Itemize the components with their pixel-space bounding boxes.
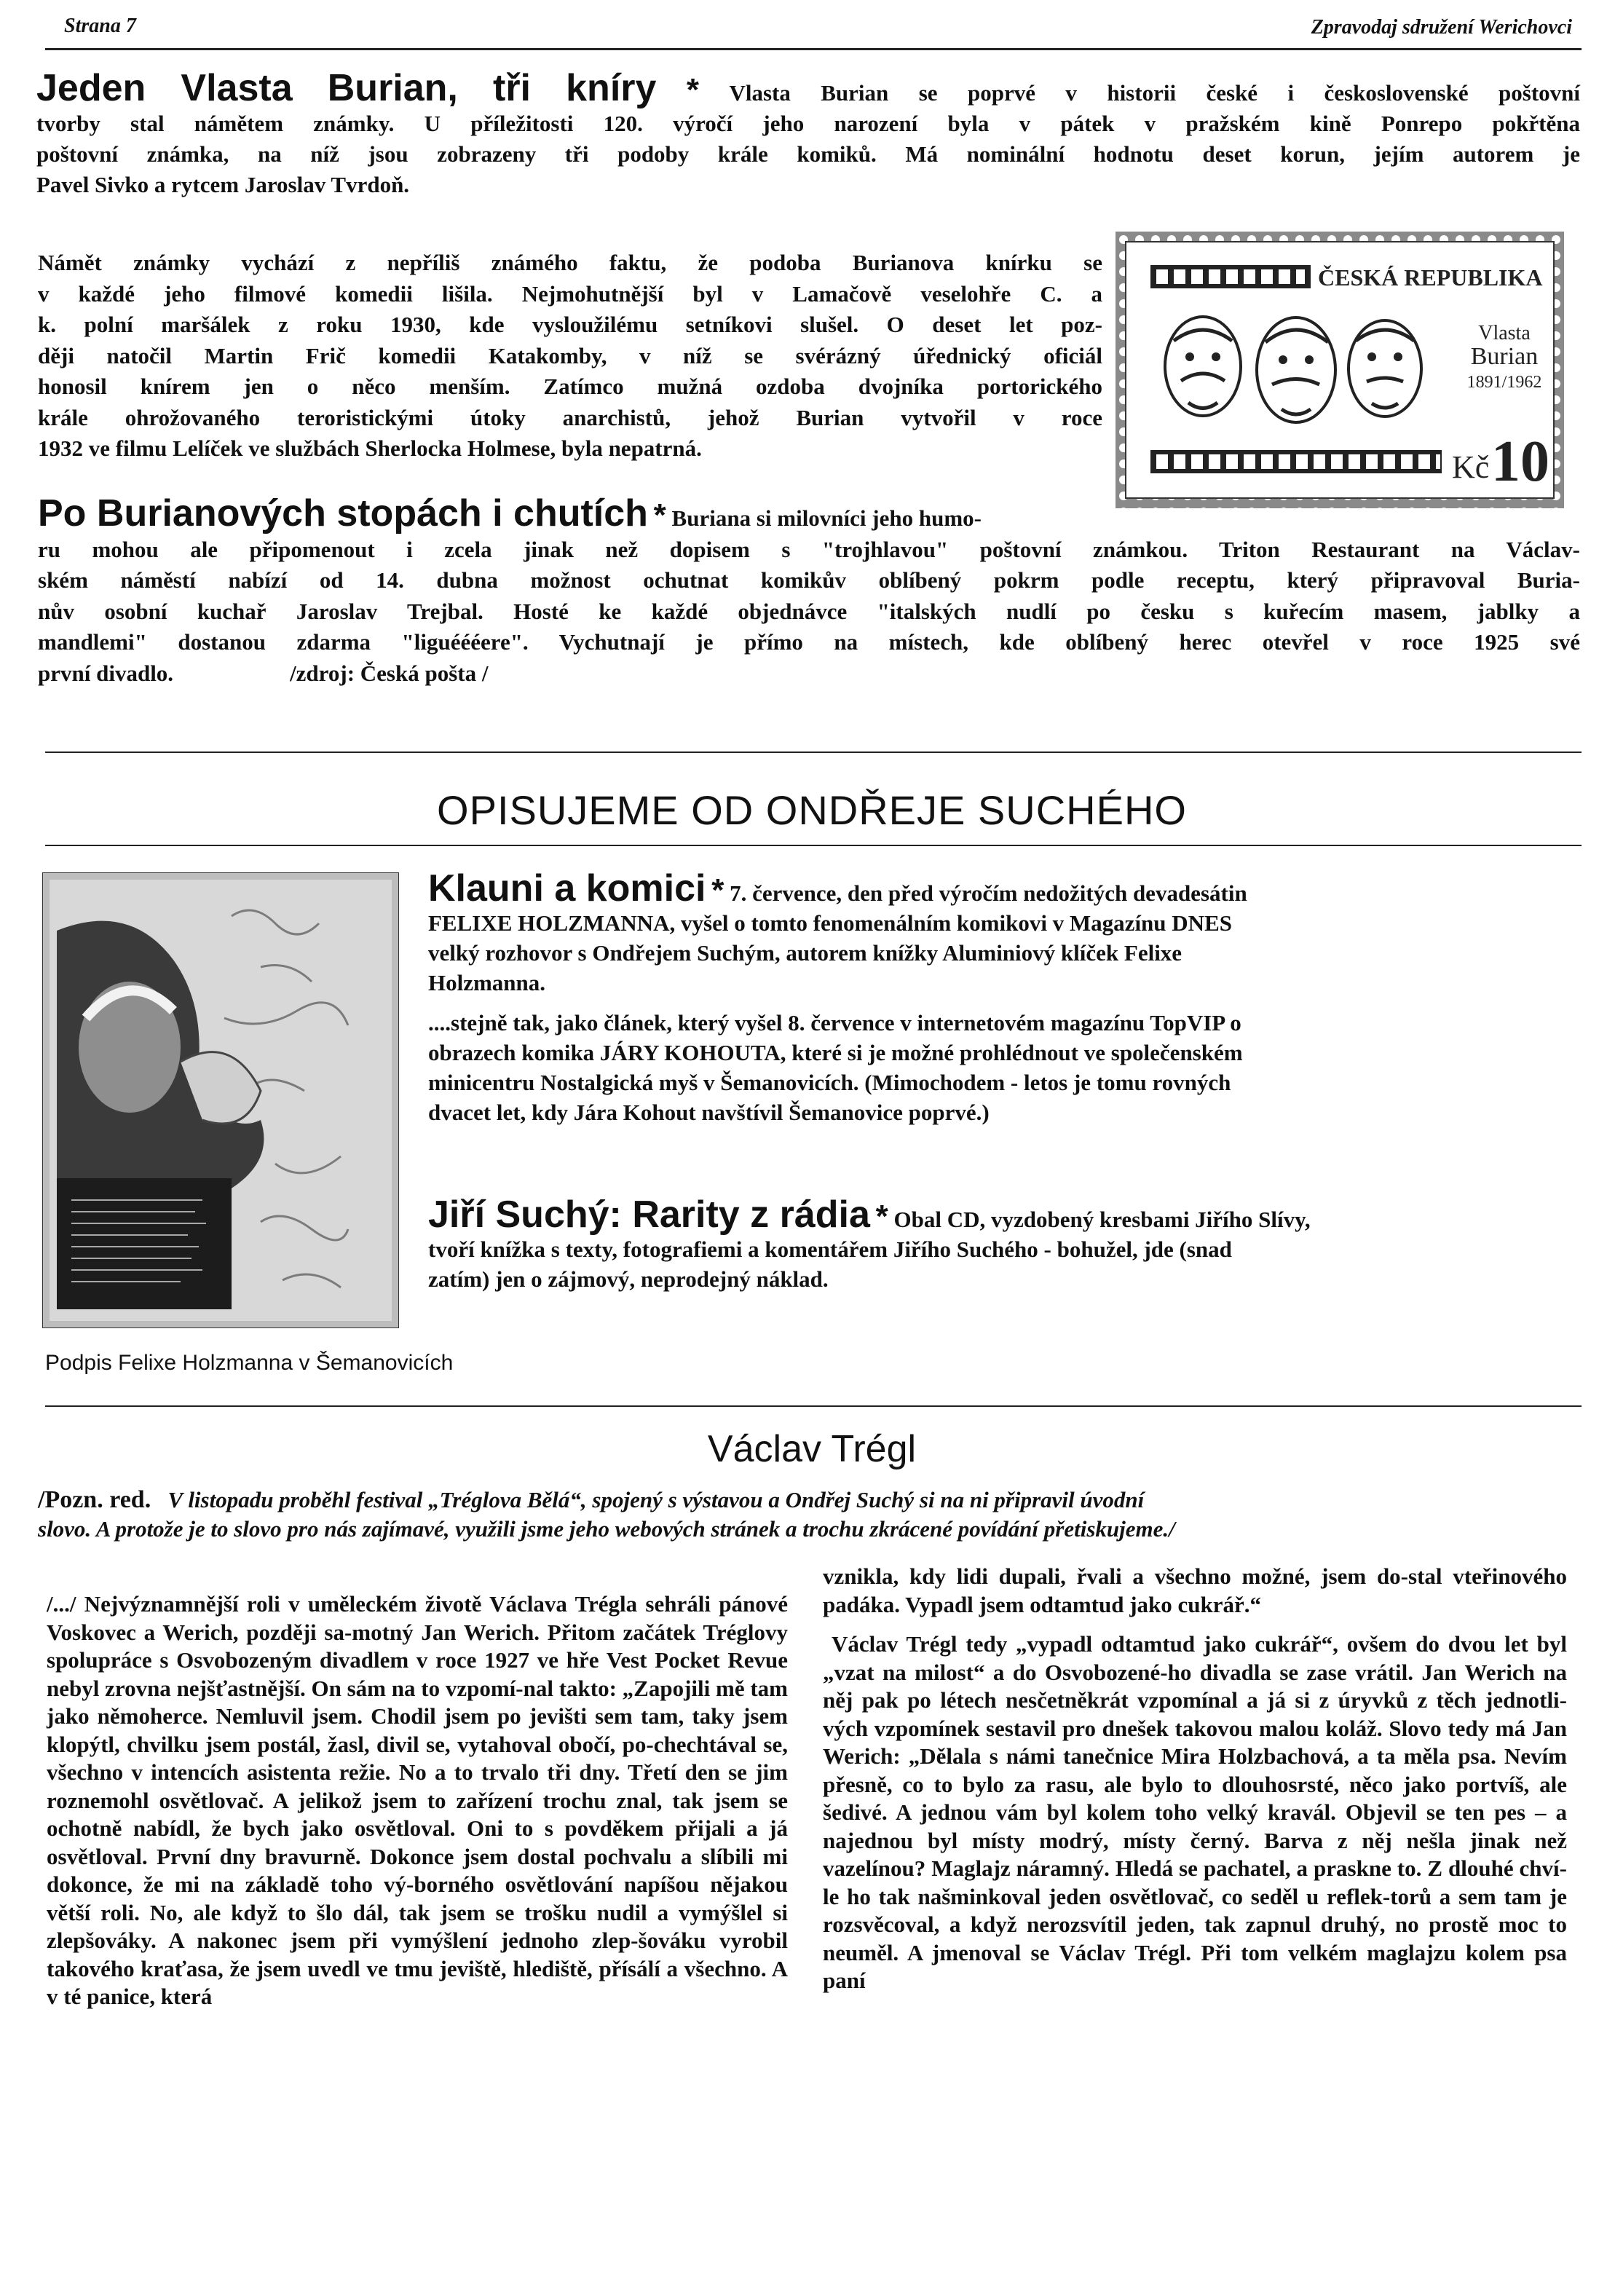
klauni-para2-line: obrazech komika JÁRY KOHOUTA, které si je možné prohlédnout ve společenském xyxy=(428,1040,1243,1065)
klauni-article xyxy=(428,867,1520,1127)
editor-note-line: slovo. A protože je to slovo pro nás zajímavé, využili jsme jeho webových stránek a trochu zkrácené povídání přetiskujeme./ xyxy=(38,1516,1175,1542)
stamp-currency: Kč xyxy=(1452,449,1490,485)
klauni-para2-line: dvacet let, kdy Jára Kohout navštívil Šemanovice poprvé.) xyxy=(428,1100,990,1125)
editor-note-prefix: /Pozn. red. xyxy=(38,1486,151,1513)
klauni-line: velký rozhovor s Ondřejem Suchým, autorem knížky Aluminiový klíček Felixe xyxy=(428,940,1182,966)
stopy-line: první divadlo. xyxy=(38,660,174,686)
stamp-name-last: Burian xyxy=(1470,343,1539,370)
stopy-line: nův osobní kuchař Jaroslav Trejbal. Hosté ke každé objednávce "italských nudlí po česku s kuřecím masem, jablky a xyxy=(38,598,1580,624)
rarity-article xyxy=(428,1194,1520,1294)
klauni-para2-line: ....stejně tak, jako článek, který vyšel 8. července v internetovém magazínu TopVIP o xyxy=(428,1010,1241,1035)
burian-intro-line: tvorby stal námětem známky. U příležitosti 120. výročí jeho narození byla v pátek v pražském kině Ponrepo pokřtěna xyxy=(36,111,1580,136)
stamp-country: ČESKÁ REPUBLIKA xyxy=(1318,264,1543,291)
stopy-article xyxy=(38,492,1580,689)
burian-body-line: 1932 ve filmu Lelíček ve službách Sherlocka Holmese, byla nepatrná. xyxy=(38,435,702,461)
page-number: Strana 7 xyxy=(64,15,136,37)
burian-stamp-image xyxy=(1116,232,1564,508)
section-rule xyxy=(45,1405,1582,1407)
photo-caption: Podpis Felixe Holzmanna v Šemanovicích xyxy=(45,1351,454,1375)
tregl-right-paragraph-1: vznikla, kdy lidi dupali, řvali a všechno možné, jsem do-stal vteřinového padáka. Vypadl jsem odtamtud jako cukrář.“ xyxy=(823,1563,1567,1617)
section-rule xyxy=(45,845,1582,846)
suchy-section-heading: OPISUJEME OD ONDŘEJE SUCHÉHO xyxy=(437,787,1187,833)
burian-intro-line: Vlasta Burian se poprvé v historii české i československé poštovní xyxy=(729,80,1581,106)
stopy-title: Po Burianových stopách i chutích xyxy=(38,492,648,534)
editor-note xyxy=(38,1486,1582,1544)
stamp-name-first: Vlasta xyxy=(1478,322,1531,344)
burian-title: Jeden Vlasta Burian, tři kníry xyxy=(36,67,657,109)
stopy-line: mandlemi" dostanou zdarma "liguéééere". Vychutnají je přímo na místech, kde oblíbený herec otevřel v roce 1925 své xyxy=(38,629,1580,655)
rarity-star: * xyxy=(875,1199,888,1234)
burian-body-line: v každé jeho filmové komedii lišila. Nejmohutnější byl v Lamačově veselohře C. a xyxy=(38,280,1102,307)
burian-intro-line: Pavel Sivko a rytcem Jaroslav Tvrdoň. xyxy=(36,172,410,197)
header-rule xyxy=(45,48,1582,50)
burian-body-line: ději natočil Martin Frič komedii Katakomby, v níž se svérázný úřednický oficiál xyxy=(38,342,1102,368)
burian-body-line: k. polní maršálek z roku 1930, kde vysloužilému setníkovi slušel. O deset let poz- xyxy=(38,312,1102,337)
holzmann-photo xyxy=(42,872,399,1328)
klauni-para2-line: minicentru Nostalgická myš v Šemanovicích. (Mimochodem - letos je tomu rovných xyxy=(428,1070,1231,1095)
burian-body xyxy=(38,248,1102,465)
tregl-right-column xyxy=(823,1563,1567,1995)
stamp-value: 10 xyxy=(1491,430,1549,494)
stopy-line: ru mohou ale připomenout i zcela jinak než dopisem s "trojhlavou" poštovní známkou. Triton Restaurant na Václav- xyxy=(38,536,1580,562)
burian-intro-line: poštovní známka, na níž jsou zobrazeny tři podoby krále komiků. Má nominální hodnotu deset korun, jejím autorem je xyxy=(36,141,1580,167)
burian-article xyxy=(36,67,1581,200)
rarity-line: zatím) jen o zájmový, neprodejný náklad. xyxy=(428,1266,829,1292)
tregl-left-paragraph: /.../ Nejvýznamnější roli v uměleckém životě Václava Trégla sehráli pánové Voskovec a Werich, později sa-motný Jan Werich. Přitom začátek Tréglovy spolupráce s Osvobozeným divadlem v roce 1927 ve hře Vest Pocket Revue nebyl zrovna nejšťastnější. On sám na to vzpomí-nal takto: „Zapojili mě tam jako němoherce. Nemluvil jsem. Chodil jsem po jevišti sem tam, taky jsem klopýtl, chvilku jsem postál, žasl, divil se, vytahoval obočí, po-chechtával se, všechno v intencích asistenta režie. No a to trvalo tři dny. Třetí den se jim roznemohl osvětlovač. A jelikož jsem to zařízení trochu znal, tak jsem se ochotně nabídl, že bych jako osvětloval. Oni to s povděkem přijali a já osvětloval. První dny bravurně. Dokonce jsem dostal pochvalu a slíbili mi dokonce, že mi na základě toho vý-borného osvětlování napíšou nějakou větší roli. No, ale když to šlo dál, tak jsem se trošku nudil a vymýšlel si zlepšováky. A nakonec jsem při vymýšlení jednoho zlep-šováku vyrobil takového kraťasa, že jsem uvedl ve tmu jeviště, hlediště, přísálí a všechno. A v té panice, která xyxy=(47,1591,788,2009)
rarity-title: Jiří Suchý: Rarity z rádia xyxy=(428,1194,870,1236)
stopy-line: ském náměstí nabízí od 14. dubna možnost ochutnat komikův oblíbený pokrm podle receptu, který připravoval Buria- xyxy=(38,567,1580,593)
stamp-years: 1891/1962 xyxy=(1466,373,1542,392)
tregl-left-column xyxy=(47,1590,788,2011)
klauni-star: * xyxy=(711,872,724,908)
tregl-right-paragraph-2: Václav Trégl tedy „vypadl odtamtud jako cukrář“, ovšem do dvou let byl „vzat na milost“ a do Osvobozené-ho divadla se zase vrátil. Jan Werich na něj pak po létech nesčetněkrát vzpomínal a já si z úryvků z těch jednotli-vých vzpomínek sestavil pro dnešek takovou malou koláž. Slovo tedy má Jan Werich: „Dělala s námi tanečnice Mira Holzbachová, a ta měla psa. Nevím přesně, co to bylo za rasu, ale bylo to dlouhosrsté, něco jako portvíš, ale šedivé. A jednou vám byl kolem toho velký kravál. Objevil se ten pes – a najednou byl místy modrý, místy černý. Barva z něj nešla jinak než vazelínou? Maglajz náramný. Hledá se pachatel, a praskne to. Z dlouhé chví-le ho tak našminkoval jeden osvětlovač, co seděl u reflek-torů a sem tam je rozsvěcoval, a když nerozsvítil jeden, tak zapnul druhý, no prostě moc to neuměl. A jmenoval se Václav Trégl. Při tom velkém maglajzu kolem psa paní xyxy=(823,1631,1567,1993)
rarity-line: Obal CD, vyzdobený kresbami Jiřího Slívy, xyxy=(893,1207,1311,1232)
klauni-line: Holzmanna. xyxy=(428,970,546,995)
klauni-line: FELIXE HOLZMANNA, vyšel o tomto fenomenálním komikovi v Magazínu DNES xyxy=(428,910,1232,936)
burian-body-line: Námět známky vychází z nepříliš známého faktu, že podoba Burianova knírku se xyxy=(38,250,1102,275)
stopy-source: /zdroj: Česká pošta / xyxy=(290,660,489,686)
publication-name: Zpravodaj sdružení Werichovci xyxy=(1311,16,1572,39)
klauni-title: Klauni a komici xyxy=(428,867,706,910)
klauni-line: 7. července, den před výročím nedožitých devadesátin xyxy=(730,880,1247,906)
rarity-line: tvoří knížka s texty, fotografiemi a komentářem Jiřího Suchého - bohužel, jde (snad xyxy=(428,1236,1232,1262)
section-rule xyxy=(45,751,1582,753)
stopy-star: * xyxy=(653,497,666,533)
tregl-title: Václav Trégl xyxy=(707,1428,917,1470)
stopy-line: Buriana si milovníci jeho humo- xyxy=(671,505,982,531)
burian-body-line: honosil knírem jen o něco menším. Zatímco mužná ozdoba dvojníka portorického xyxy=(38,374,1102,399)
editor-note-line: V listopadu proběhl festival „Tréglova Bělá“, spojený s výstavou a Ondřej Suchý si na ni připravil úvodní xyxy=(167,1487,1145,1512)
burian-star: * xyxy=(686,72,699,108)
burian-body-line: krále ohrožovaného teroristickými útoky anarchistů, jehož Burian vytvořil v roce xyxy=(38,404,1102,430)
